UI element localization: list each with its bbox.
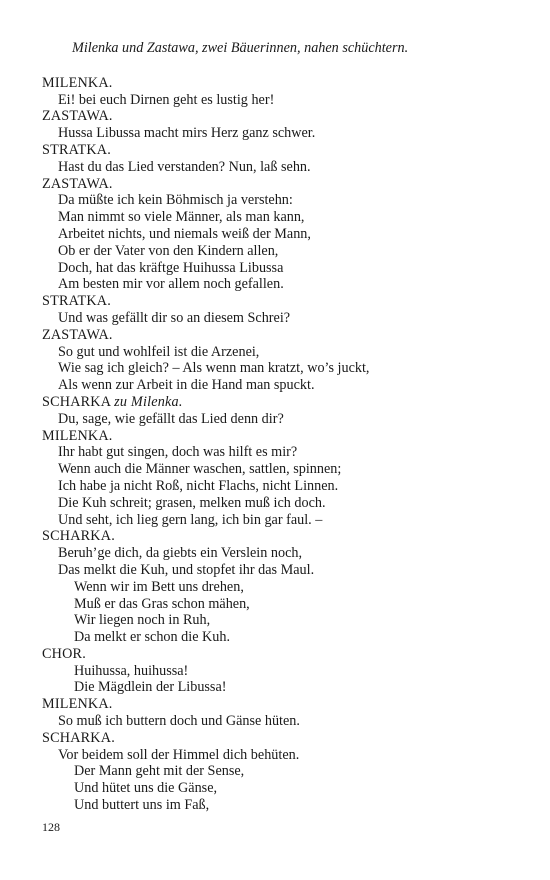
verse-line: So gut und wohlfeil ist die Arzenei, bbox=[58, 343, 260, 360]
speaker-name: ZASTAWA. bbox=[42, 175, 113, 192]
verse-line: Die Kuh schreit; grasen, melken muß ich doch. bbox=[58, 494, 326, 511]
page-number: 128 bbox=[42, 820, 60, 834]
verse-line: Und was gefällt dir so an diesem Schrei? bbox=[58, 309, 291, 326]
verse-line: Ei! bei euch Dirnen geht es lustig her! bbox=[58, 91, 275, 108]
speaker-name: STRATKA. bbox=[42, 293, 111, 310]
verse-line: Muß er das Gras schon mähen, bbox=[74, 595, 250, 612]
verse-line: Als wenn zur Arbeit in die Hand man spuckt. bbox=[58, 377, 315, 394]
speaker-name: ZASTAWA. bbox=[42, 108, 113, 125]
verse-line: Ich habe ja nicht Roß, nicht Flachs, nicht Linnen. bbox=[58, 477, 339, 494]
verse-line: Wenn auch die Männer waschen, sattlen, spinnen; bbox=[58, 461, 342, 478]
speaker-name: ZASTAWA. bbox=[42, 326, 113, 343]
verse-line: Man nimmt so viele Männer, als man kann, bbox=[58, 209, 305, 226]
speaker-name: SCHARKA. bbox=[42, 528, 115, 545]
verse-line: Beruh’ge dich, da giebts ein Verslein noch, bbox=[58, 545, 303, 562]
inline-stage-direction: zu Milenka. bbox=[114, 393, 183, 410]
verse-line: Hussa Libussa macht mirs Herz ganz schwer. bbox=[58, 125, 316, 142]
stage-direction: Milenka und Zastawa, zwei Bäuerinnen, nahen schüchtern. bbox=[72, 40, 409, 56]
verse-line: Da müßte ich kein Böhmisch ja verstehn: bbox=[58, 192, 293, 209]
verse-line: Ihr habt gut singen, doch was hilft es mir? bbox=[58, 444, 298, 461]
verse-line: Doch, hat das kräftge Huihussa Libussa bbox=[58, 259, 284, 276]
dialogue-lines bbox=[42, 75, 408, 814]
verse-line: Und seht, ich lieg gern lang, ich bin gar faul. – bbox=[58, 511, 323, 528]
verse-line: Der Mann geht mit der Sense, bbox=[74, 763, 245, 780]
verse-line: Da melkt er schon die Kuh. bbox=[74, 629, 231, 646]
speaker-name: CHOR. bbox=[42, 645, 86, 662]
verse-line: Wenn wir im Bett uns drehen, bbox=[74, 578, 244, 595]
verse-line: Und hütet uns die Gänse, bbox=[74, 780, 218, 797]
verse-line: Du, sage, wie gefällt das Lied denn dir? bbox=[58, 410, 284, 427]
speaker-name: MILENKA. bbox=[42, 427, 113, 444]
verse-line: Huihussa, huihussa! bbox=[74, 662, 189, 679]
speaker-name: MILENKA. bbox=[42, 696, 113, 713]
verse-line: Wir liegen noch in Ruh, bbox=[74, 612, 211, 629]
verse-line: Und buttert uns im Faß, bbox=[74, 797, 210, 814]
verse-line: Hast du das Lied verstanden? Nun, laß sehn. bbox=[58, 158, 311, 175]
speaker-name: SCHARKA bbox=[42, 393, 111, 410]
speaker-name: STRATKA. bbox=[42, 141, 111, 158]
verse-line: Am besten mir vor allem noch gefallen. bbox=[58, 276, 284, 293]
verse-line: Ob er der Vater von den Kindern allen, bbox=[58, 242, 279, 259]
verse-line: Wie sag ich gleich? – Als wenn man kratzt, wo’s juckt, bbox=[58, 360, 370, 377]
verse-line: Vor beidem soll der Himmel dich behüten. bbox=[58, 746, 300, 763]
speaker-with-direction bbox=[42, 394, 408, 411]
speaker-name: MILENKA. bbox=[42, 74, 113, 91]
verse-line: So muß ich buttern doch und Gänse hüten. bbox=[58, 713, 300, 730]
verse-line: Arbeitet nichts, und niemals weiß der Mann, bbox=[58, 225, 311, 242]
verse-line: Die Mägdlein der Libussa! bbox=[74, 679, 227, 696]
play-text bbox=[42, 40, 408, 814]
speaker-name: SCHARKA. bbox=[42, 729, 115, 746]
verse-line: Das melkt die Kuh, und stopfet ihr das Maul. bbox=[58, 561, 315, 578]
